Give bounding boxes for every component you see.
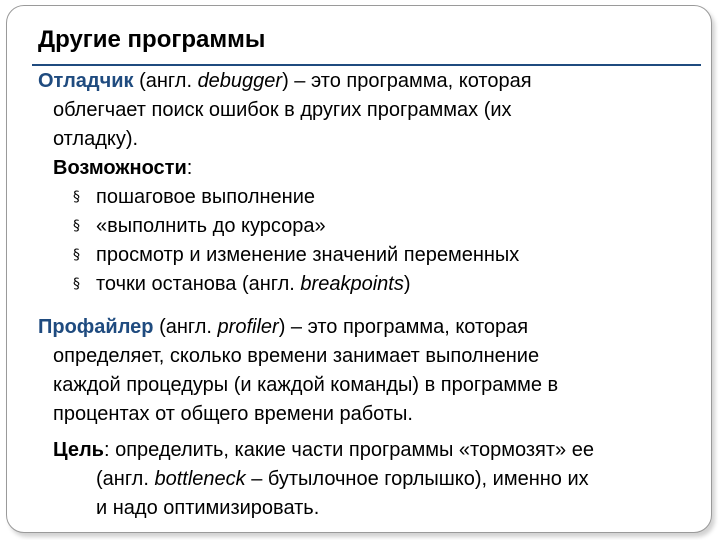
feature-item-3: просмотр и изменение значений переменных (96, 244, 520, 266)
goal-line-3: и надо оптимизировать. (96, 497, 320, 519)
debugger-term: Отладчик (38, 70, 134, 92)
debugger-text-b: ) – это программа, которая (282, 70, 532, 92)
goal-line-1 (53, 436, 594, 465)
profiler-term: Профайлер (38, 316, 154, 338)
profiler-text-a: (англ. (153, 316, 218, 338)
bullet-icon: § (73, 276, 80, 292)
bottleneck-english: bottleneck (154, 468, 246, 490)
goal-text: : определить, какие части программы «тормозят» ее (103, 439, 594, 461)
breakpoints-english: breakpoints (300, 273, 404, 295)
feature-item-4 (96, 270, 411, 299)
breakpoints-text-a: точки останова (англ. (96, 273, 301, 295)
debugger-line-1 (38, 67, 532, 96)
breakpoints-text-b: ) (403, 273, 411, 295)
debugger-text-a: (англ. (133, 70, 198, 92)
slide-title: Другие программы (38, 26, 266, 53)
debugger-line-3: отладку). (53, 128, 139, 150)
profiler-line-2: определяет, сколько времени занимает выполнение (53, 345, 540, 367)
features-label: Возможности (53, 157, 187, 179)
feature-item-2: «выполнить до курсора» (96, 215, 326, 237)
bullet-icon: § (73, 247, 80, 263)
debugger-line-2: облегчает поиск ошибок в других программах (их (53, 99, 512, 121)
goal2-text-a: (англ. (96, 468, 155, 490)
feature-item-1: пошаговое выполнение (96, 186, 315, 208)
features-heading (53, 154, 192, 183)
debugger-english: debugger (197, 70, 283, 92)
goal2-text-b: – бутылочное горлышко), именно их (245, 468, 589, 490)
bullet-icon: § (73, 218, 80, 234)
bullet-icon: § (73, 189, 80, 205)
profiler-line-3: каждой процедуры (и каждой команды) в программе в (53, 374, 559, 396)
profiler-line-1 (38, 313, 528, 342)
profiler-line-4: процентах от общего времени работы. (53, 403, 413, 425)
goal-label: Цель (53, 439, 104, 461)
goal-line-2 (96, 465, 589, 494)
features-colon: : (186, 157, 193, 179)
profiler-english: profiler (217, 316, 279, 338)
profiler-text-b: ) – это программа, которая (278, 316, 529, 338)
